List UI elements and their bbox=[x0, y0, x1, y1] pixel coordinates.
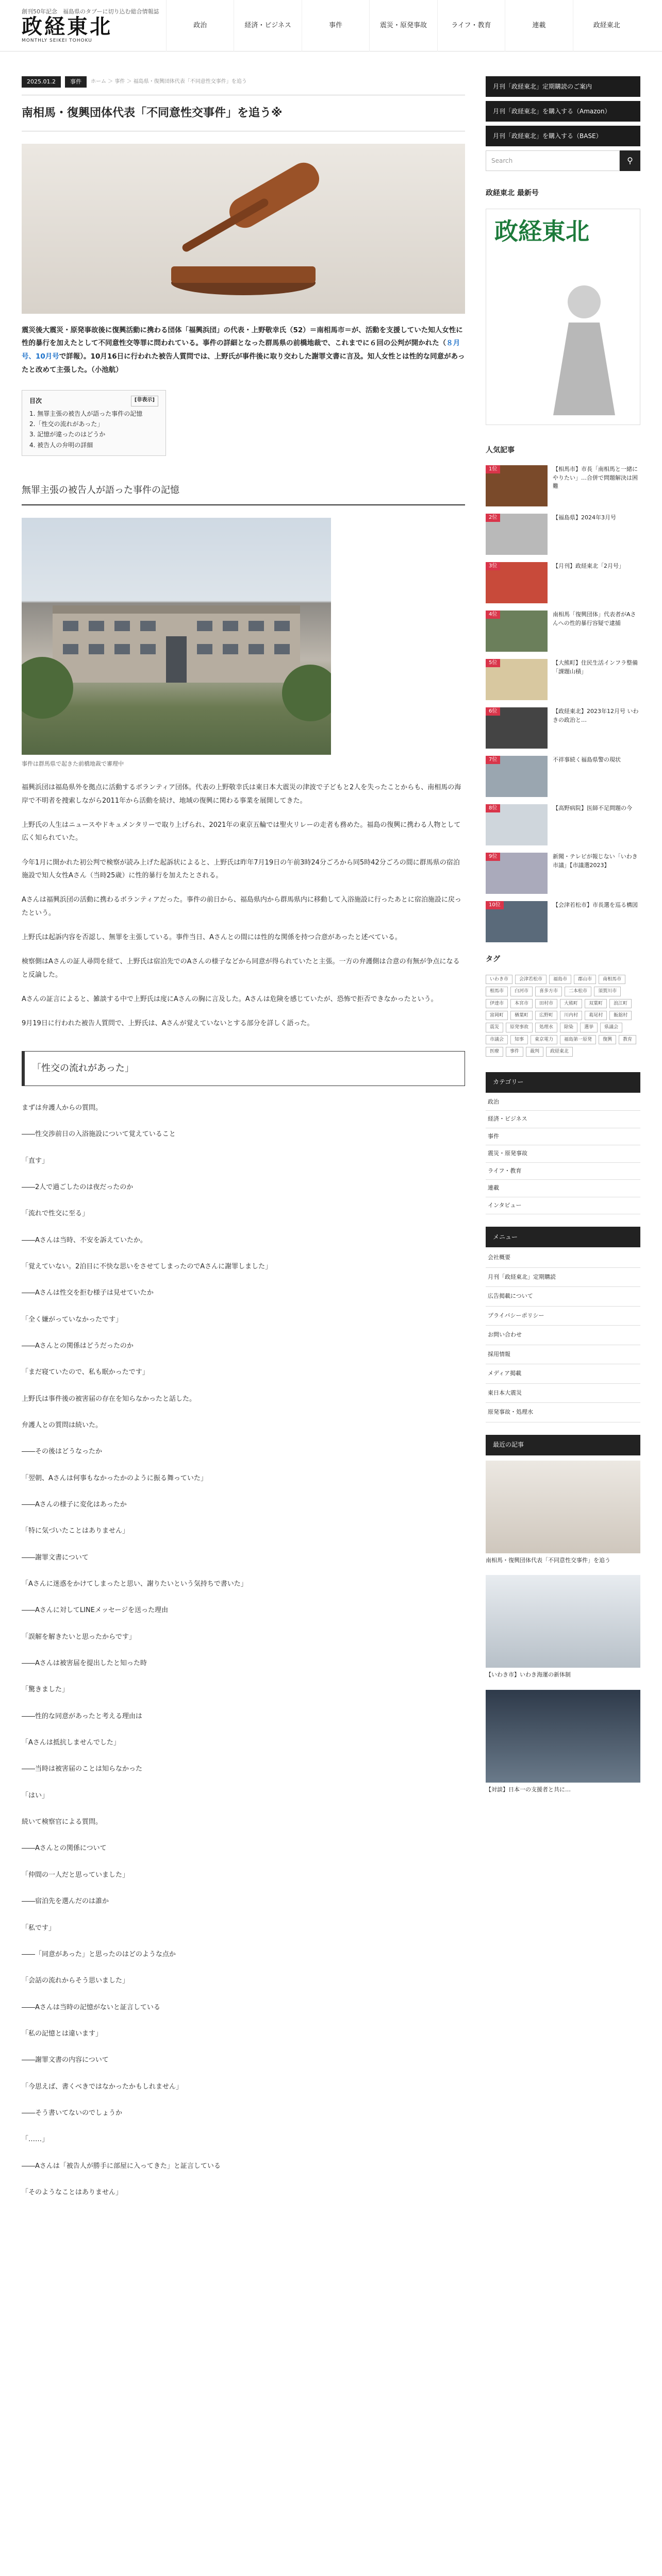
popular-item[interactable] bbox=[486, 707, 640, 749]
tag-link[interactable]: 除染 bbox=[560, 1023, 577, 1032]
tag-link[interactable]: いわき市 bbox=[486, 975, 512, 984]
dialogue-line: 弁護人との質問は続いた。 bbox=[22, 1421, 103, 1429]
recent-heading: 最近の記事 bbox=[486, 1435, 640, 1455]
amazon-banner[interactable]: 月刊「政経東北」を購入する（Amazon） bbox=[486, 101, 640, 122]
popular-title[interactable]: 【相馬市】市長「南相馬と一緒にやりたい」…合併で問題解決は困難 bbox=[553, 466, 638, 490]
tag-link[interactable]: 田村市 bbox=[535, 999, 557, 1008]
dialogue-line: まずは弁護人からの質問。 bbox=[22, 1104, 103, 1112]
popular-thumbnail bbox=[486, 562, 548, 603]
paragraph: Aさんの証言によると、雑談する中で上野氏は度にAさんの胸に言及した。Aさんは危険を感じていたが、恐怖で拒否できなかったという。 bbox=[22, 995, 438, 1003]
dialogue-line: ――2人で過ごしたのは夜だったのか bbox=[22, 1183, 134, 1191]
breadcrumb[interactable]: ホーム ＞ 事件 ＞ 福島県・復興団体代表「不同意性交事件」を追う bbox=[90, 78, 247, 84]
tag-link[interactable]: 須賀川市 bbox=[594, 987, 621, 996]
category-heading: カテゴリー bbox=[486, 1072, 640, 1093]
dialogue-line: ――Aさんは「被告人が勝手に部屋に入ってきた」と証言している bbox=[22, 2162, 221, 2170]
dialogue-line: 「驚きました」 bbox=[22, 1686, 69, 1694]
tag-link[interactable]: 葛尾村 bbox=[585, 1011, 607, 1020]
lead-issue-link[interactable]: ８月号、10月号 bbox=[22, 339, 460, 361]
tag-link[interactable]: 白河市 bbox=[510, 987, 533, 996]
recent-title[interactable]: 南相馬・復興団体代表「不同意性交事件」を追う bbox=[486, 1556, 610, 1564]
tag-link[interactable]: 市議会 bbox=[486, 1035, 508, 1044]
popular-title[interactable]: 【月刊】政経東北「2月号」 bbox=[553, 563, 624, 570]
tag-link[interactable]: 二本松市 bbox=[565, 987, 591, 996]
paragraph: 福興浜団は福島県外を拠点に活動するボランティア団体。代表の上野敬幸氏は東日本大震災の津波で子どもと2人を失ったことからも、南相馬の海岸で不明者を捜索しながら2011年から活動を続け、地域の復興に関わる事業を展開してきた。 bbox=[22, 784, 461, 805]
nav-item-politics[interactable]: 政治 bbox=[166, 0, 234, 52]
popular-thumbnail bbox=[486, 514, 548, 555]
recent-list bbox=[486, 1461, 640, 1798]
tag-link[interactable]: 福島第一原発 bbox=[560, 1035, 596, 1044]
popular-thumbnail bbox=[486, 611, 548, 652]
subscription-banner[interactable]: 月刊「政経東北」定期購読のご案内 bbox=[486, 76, 640, 97]
nav-item-economy[interactable]: 経済・ビジネス bbox=[234, 0, 301, 52]
rank-badge: 4位 bbox=[486, 611, 500, 619]
menu-link[interactable]: プライバシーポリシー bbox=[486, 1307, 640, 1326]
recent-thumbnail bbox=[486, 1461, 640, 1553]
article-title: 南相馬・復興団体代表「不同意性交事件」を追う※ bbox=[22, 95, 465, 131]
logo-subtext: MONTHLY SEIKEI TOHOKU bbox=[22, 38, 92, 44]
popular-item[interactable] bbox=[486, 756, 640, 797]
dialogue-line: 「誤解を解きたいと思ったからです」 bbox=[22, 1633, 136, 1641]
tag-link[interactable]: 伊達市 bbox=[486, 999, 508, 1008]
dialogue-line: ――その後はどうなったか bbox=[22, 1448, 103, 1456]
popular-item[interactable] bbox=[486, 901, 640, 942]
search-button[interactable] bbox=[620, 150, 640, 171]
nav-item-disaster[interactable]: 震災・原発事故 bbox=[369, 0, 437, 52]
popular-item[interactable] bbox=[486, 804, 640, 845]
dialogue-line: 「特に気づいたことはありません」 bbox=[22, 1527, 129, 1535]
menu-link[interactable]: 採用情報 bbox=[486, 1345, 640, 1365]
cover-title: 政経東北 bbox=[494, 217, 589, 245]
dialogue-line: 「仲間の一人だと思っていました」 bbox=[22, 1871, 129, 1879]
section-heading-2: 「性交の流れがあった」 bbox=[22, 1051, 465, 1086]
toc-item[interactable]: 2.「性交の流れがあった」 bbox=[29, 420, 104, 428]
dialogue-line: 「翌朝、Aさんは何事もなかったかのように振る舞っていた」 bbox=[22, 1474, 207, 1482]
dialogue-line: 「流れで性交に至る」 bbox=[22, 1210, 89, 1218]
rank-badge: 9位 bbox=[486, 853, 500, 861]
tag-link[interactable]: 郡山市 bbox=[574, 975, 596, 984]
courthouse-photo bbox=[22, 518, 331, 755]
rank-badge: 5位 bbox=[486, 659, 500, 667]
rank-badge: 2位 bbox=[486, 514, 500, 522]
popular-title[interactable]: 【会津若松市】市長選を巡る構図 bbox=[553, 902, 638, 909]
recent-item[interactable] bbox=[486, 1690, 640, 1798]
tag-link[interactable]: 広野町 bbox=[535, 1011, 557, 1020]
sidebar bbox=[486, 76, 640, 2212]
dialogue-line: ――謝罪文書の内容について bbox=[22, 2056, 109, 2064]
tag-link[interactable]: 浪江町 bbox=[609, 999, 632, 1008]
section-heading-1: 無罪主張の被告人が語った事件の記憶 bbox=[22, 477, 465, 505]
toc-title: 目次 bbox=[29, 397, 42, 405]
popular-item[interactable] bbox=[486, 562, 640, 603]
search-icon: ⚲ bbox=[627, 155, 633, 165]
category-link[interactable]: インタビュー bbox=[486, 1197, 640, 1215]
dialogue-line: 「私です」 bbox=[22, 1924, 56, 1932]
rank-badge: 6位 bbox=[486, 707, 500, 716]
menu-link[interactable]: 東日本大震災 bbox=[486, 1384, 640, 1403]
photo-caption: 事件は群馬県で起きた前橋地裁で審理中 bbox=[22, 760, 124, 768]
recent-title[interactable]: 【対談】日本一の支援者と共に… bbox=[486, 1786, 571, 1793]
dialogue-line: 「Aさんは抵抗しませんでした」 bbox=[22, 1739, 120, 1747]
tag-link[interactable]: 川内村 bbox=[560, 1011, 582, 1020]
dialogue-line: 「まだ寝ていたので、私も眠かったです」 bbox=[22, 1368, 149, 1377]
menu-link[interactable]: 月刊「政経東北」定期購読 bbox=[486, 1268, 640, 1287]
popular-thumbnail bbox=[486, 465, 548, 506]
menu-list bbox=[486, 1248, 640, 1422]
article-date: 2025.01.2 bbox=[22, 76, 61, 88]
search-input[interactable]: Search bbox=[486, 150, 620, 171]
popular-thumbnail bbox=[486, 659, 548, 700]
dialogue-line: 「そのようなことはありません」 bbox=[22, 2188, 123, 2196]
dialogue-line: 「はい」 bbox=[22, 1791, 49, 1800]
dialogue-line: ――そう書いてないのでしょうか bbox=[22, 2109, 123, 2117]
tag-link[interactable]: 双葉町 bbox=[585, 999, 607, 1008]
menu-link[interactable]: 原発事故・処理水 bbox=[486, 1403, 640, 1422]
article-main bbox=[22, 76, 465, 2212]
tag-link[interactable]: 富岡町 bbox=[486, 1011, 508, 1020]
tag-link[interactable]: 喜多方市 bbox=[535, 987, 562, 996]
tag-link[interactable]: 楢葉町 bbox=[510, 1011, 533, 1020]
base-banner[interactable]: 月刊「政経東北」を購入する（BASE） bbox=[486, 126, 640, 146]
paragraph: 上野氏の人生はニュースやドキュメンタリーで取り上げられ、2021年の東京五輪では聖火リレーの走者も務めた。福島の復興に携わる人物として広く知られていた。 bbox=[22, 821, 461, 842]
dialogue-line: 「私の記憶とは違います」 bbox=[22, 2029, 103, 2038]
category-link[interactable]: ライフ・教育 bbox=[486, 1163, 640, 1180]
menu-link[interactable]: お問い合わせ bbox=[486, 1326, 640, 1345]
category-list bbox=[486, 1094, 640, 1215]
dialogue-line: ――「同意があった」と思ったのはどのような点か bbox=[22, 1950, 176, 1958]
popular-title[interactable]: 【政経東北】2023年12月号 いわきの政治と… bbox=[553, 708, 639, 723]
tag-link[interactable]: 相馬市 bbox=[486, 987, 508, 996]
tag-link[interactable]: 会津若松市 bbox=[515, 975, 547, 984]
paragraph: 9月19日に行われた被告人質問で、上野氏は、Aさんが覚えていないとする部分を詳しく語った。 bbox=[22, 1020, 314, 1028]
toc-item[interactable]: 4. 被告人の弁明の詳細 bbox=[29, 441, 93, 449]
dialogue-line: ――Aさんは性交を拒む様子は見せていたか bbox=[22, 1289, 154, 1297]
dialogue-line: 「……」 bbox=[22, 2136, 49, 2144]
popular-title[interactable]: 【高野病院】医師不足問題の今 bbox=[553, 805, 632, 812]
dialogue-line: 「全く嫌がっていなかったです」 bbox=[22, 1315, 123, 1324]
paragraph: 検察側はAさんの証人尋問を経て、上野氏は宿泊先でのAさんの様子などから同意が得られていたと主張。一方の弁護側は合意の有無が争点になると反論した。 bbox=[22, 958, 460, 979]
popular-item[interactable] bbox=[486, 659, 640, 700]
category-link[interactable]: 経済・ビジネス bbox=[486, 1111, 640, 1128]
popular-title[interactable]: 不祥事続く福島県警の現状 bbox=[553, 756, 621, 764]
popular-item[interactable] bbox=[486, 465, 640, 506]
dialogue-line: 「今思えば、書くべきではなかったかもしれません」 bbox=[22, 2082, 183, 2091]
menu-link[interactable]: 広告掲載について bbox=[486, 1287, 640, 1307]
popular-title[interactable]: 【大熊町】住民生活インフラ整備「課題山積」 bbox=[553, 659, 638, 675]
nav-item-incidents[interactable]: 事件 bbox=[302, 0, 369, 52]
tag-link[interactable]: 震災 bbox=[486, 1023, 503, 1032]
popular-heading: 人気記事 bbox=[486, 446, 515, 454]
hero-image-gavel bbox=[22, 144, 465, 314]
dialogue-line: ――性的な同意があったと考える理由は bbox=[22, 1712, 142, 1720]
article-category-badge[interactable]: 事件 bbox=[65, 76, 87, 88]
dialogue-line: ――Aさんとの関係はどうだったのか bbox=[22, 1342, 134, 1350]
rank-badge: 1位 bbox=[486, 465, 500, 473]
tag-link[interactable]: 原発事故 bbox=[506, 1023, 533, 1032]
nav-item-series[interactable]: 連載 bbox=[505, 0, 572, 52]
popular-item[interactable] bbox=[486, 611, 640, 652]
dialogue-line: 続いて検察官による質問。 bbox=[22, 1818, 103, 1826]
dialogue-line: ――当時は被害届のことは知らなかった bbox=[22, 1765, 143, 1773]
popular-thumbnail bbox=[486, 707, 548, 749]
menu-link[interactable]: メディア掲載 bbox=[486, 1364, 640, 1384]
dialogue-line: ――謝罪文書について bbox=[22, 1553, 89, 1562]
tag-link[interactable]: 飯舘村 bbox=[609, 1011, 632, 1020]
latest-issue-heading: 政経東北 最新号 bbox=[486, 189, 539, 197]
toc-item[interactable]: 1. 無罪主張の被告人が語った事件の記憶 bbox=[29, 410, 143, 417]
tag-link[interactable]: 大熊町 bbox=[560, 999, 582, 1008]
recent-thumbnail bbox=[486, 1575, 640, 1668]
dialogue-line: 「Aさんに迷惑をかけてしまったと思い、謝りたいという気持ちで書いた」 bbox=[22, 1580, 247, 1588]
tag-link[interactable]: 復興 bbox=[599, 1035, 616, 1044]
popular-item[interactable] bbox=[486, 853, 640, 894]
popular-thumbnail bbox=[486, 901, 548, 942]
site-tagline: 創刊50年記念 福島県のタブーに切り込む総合情報誌 bbox=[22, 8, 159, 15]
site-header bbox=[0, 0, 662, 52]
category-link[interactable]: 連載 bbox=[486, 1180, 640, 1197]
global-nav bbox=[166, 0, 640, 52]
rank-badge: 3位 bbox=[486, 562, 500, 570]
tag-link[interactable]: 南相馬市 bbox=[599, 975, 625, 984]
dialogue-line: ――Aさんは当時の記憶がないと証言している bbox=[22, 2003, 160, 2011]
table-of-contents bbox=[22, 390, 166, 456]
tag-link[interactable]: 裁判 bbox=[526, 1047, 543, 1056]
rank-badge: 8位 bbox=[486, 804, 500, 812]
dialogue-line: ――Aさんは当時、不安を訴えていたか。 bbox=[22, 1236, 147, 1244]
dialogue-line: 「直す」 bbox=[22, 1157, 49, 1165]
popular-list bbox=[486, 465, 640, 942]
paragraph: 今年1月に開かれた初公判で検察が読み上げた起訴状によると、上野氏は昨年7月19日の午前3時24分ごろから同5時42分ごろの間に群馬県の宿泊施設で知人女性Aさん（当時25歳）に性的暴行を加えたとされる。 bbox=[22, 858, 460, 879]
paragraph: 上野氏は起訴内容を否認し、無罪を主張している。事件当日、Aさんとの間には性的な関係を持つ合意があったと述べている。 bbox=[22, 933, 402, 941]
site-logo[interactable] bbox=[22, 8, 166, 44]
recent-item[interactable] bbox=[486, 1575, 640, 1683]
tag-link[interactable]: 県議会 bbox=[600, 1023, 622, 1032]
tag-link[interactable]: 教育 bbox=[619, 1035, 636, 1044]
tag-link[interactable]: 知事 bbox=[510, 1035, 528, 1044]
dialogue-line: 上野氏は事件後の被害届の存在を知らなかったと話した。 bbox=[22, 1395, 196, 1403]
dialogue-section bbox=[22, 1101, 465, 2199]
popular-thumbnail bbox=[486, 853, 548, 894]
menu-link[interactable]: 会社概要 bbox=[486, 1248, 640, 1268]
category-link[interactable]: 震災・原発事故 bbox=[486, 1145, 640, 1163]
tag-link[interactable]: 政経東北 bbox=[546, 1047, 573, 1056]
tag-link[interactable]: 医療 bbox=[486, 1047, 503, 1056]
tag-link[interactable]: 本宮市 bbox=[510, 999, 533, 1008]
recent-item[interactable] bbox=[486, 1461, 640, 1568]
tag-link[interactable]: 選挙 bbox=[580, 1023, 598, 1032]
popular-title[interactable]: 南相馬「復興団体」代表者がAさんへの性的暴行容疑で逮捕 bbox=[553, 611, 636, 626]
tag-link[interactable]: 福島市 bbox=[549, 975, 571, 984]
menu-heading: メニュー bbox=[486, 1227, 640, 1247]
nav-item-magazine[interactable]: 政経東北 bbox=[573, 0, 640, 52]
logo-text: 政経東北 bbox=[22, 14, 112, 39]
popular-thumbnail bbox=[486, 804, 548, 845]
popular-item[interactable] bbox=[486, 514, 640, 555]
dialogue-line: ――Aさんに対してLINEメッセージを送った理由 bbox=[22, 1606, 169, 1615]
category-link[interactable]: 政治 bbox=[486, 1094, 640, 1111]
paragraph: Aさんは福興浜団の活動に携わるボランティアだった。事件の前日から、福島県内から群馬県内に移動して入浴施設に行ったあとに宿泊施設に戻ったという。 bbox=[22, 896, 461, 917]
recent-title[interactable]: 【いわき市】いわき海運の新体制 bbox=[486, 1671, 571, 1679]
recent-thumbnail bbox=[486, 1690, 640, 1783]
popular-title[interactable]: 【福島県】2024年3月号 bbox=[553, 514, 616, 521]
search-form bbox=[486, 150, 640, 171]
tag-cloud bbox=[486, 975, 640, 1057]
category-link[interactable]: 事件 bbox=[486, 1128, 640, 1146]
rank-badge: 7位 bbox=[486, 756, 500, 764]
tag-link[interactable]: 東京電力 bbox=[531, 1035, 557, 1044]
magazine-cover[interactable] bbox=[486, 209, 640, 425]
article-lead: 震災後大震災・原発事故後に復興活動に携わる団体「福興浜団」の代表・上野敬幸氏（52）＝南相馬市＝が、活動を支援していた知人女性に性的暴行を加えたとして不同意性交等罪に問われている。事件の詳細となった群馬県の前橋地裁で、これまでに６回の公判が開かれた（８月号、10月号で詳報）。10月16日に行われた被告人質問では、上野氏が事件後に取り交わした謝罪文書に言及。知人女性とは性的な同意があったと改めて主張した。（小池航） bbox=[22, 326, 465, 374]
popular-thumbnail bbox=[486, 756, 548, 797]
dialogue-line: ――Aさんの様子に変化はあったか bbox=[22, 1501, 127, 1509]
toc-toggle-button[interactable]: [非表示] bbox=[131, 396, 158, 406]
dialogue-line: 「覚えていない。2泊目に不快な思いをさせてしまったのでAさんに謝罪しました」 bbox=[22, 1262, 272, 1270]
tag-link[interactable]: 事件 bbox=[506, 1047, 523, 1056]
tag-link[interactable]: 処理水 bbox=[535, 1023, 557, 1032]
dialogue-line: ――Aさんとの関係について bbox=[22, 1844, 107, 1853]
dialogue-line: ――Aさんは被害届を提出したと知った時 bbox=[22, 1659, 147, 1668]
tags-heading: タグ bbox=[486, 955, 500, 964]
rank-badge: 10位 bbox=[486, 901, 504, 909]
popular-title[interactable]: 新聞・テレビが報じない「いわき市議」【市議選2023】 bbox=[553, 853, 638, 869]
toc-item[interactable]: 3. 記憶が違ったのはどうか bbox=[29, 431, 106, 438]
nav-item-life[interactable]: ライフ・教育 bbox=[437, 0, 505, 52]
dialogue-line: ――性交渉前日の入浴施設について覚えていること bbox=[22, 1130, 176, 1139]
dialogue-line: 「会話の流れからそう思いました」 bbox=[22, 1977, 129, 1985]
dialogue-line: ――宿泊先を選んだのは誰か bbox=[22, 1897, 109, 1906]
